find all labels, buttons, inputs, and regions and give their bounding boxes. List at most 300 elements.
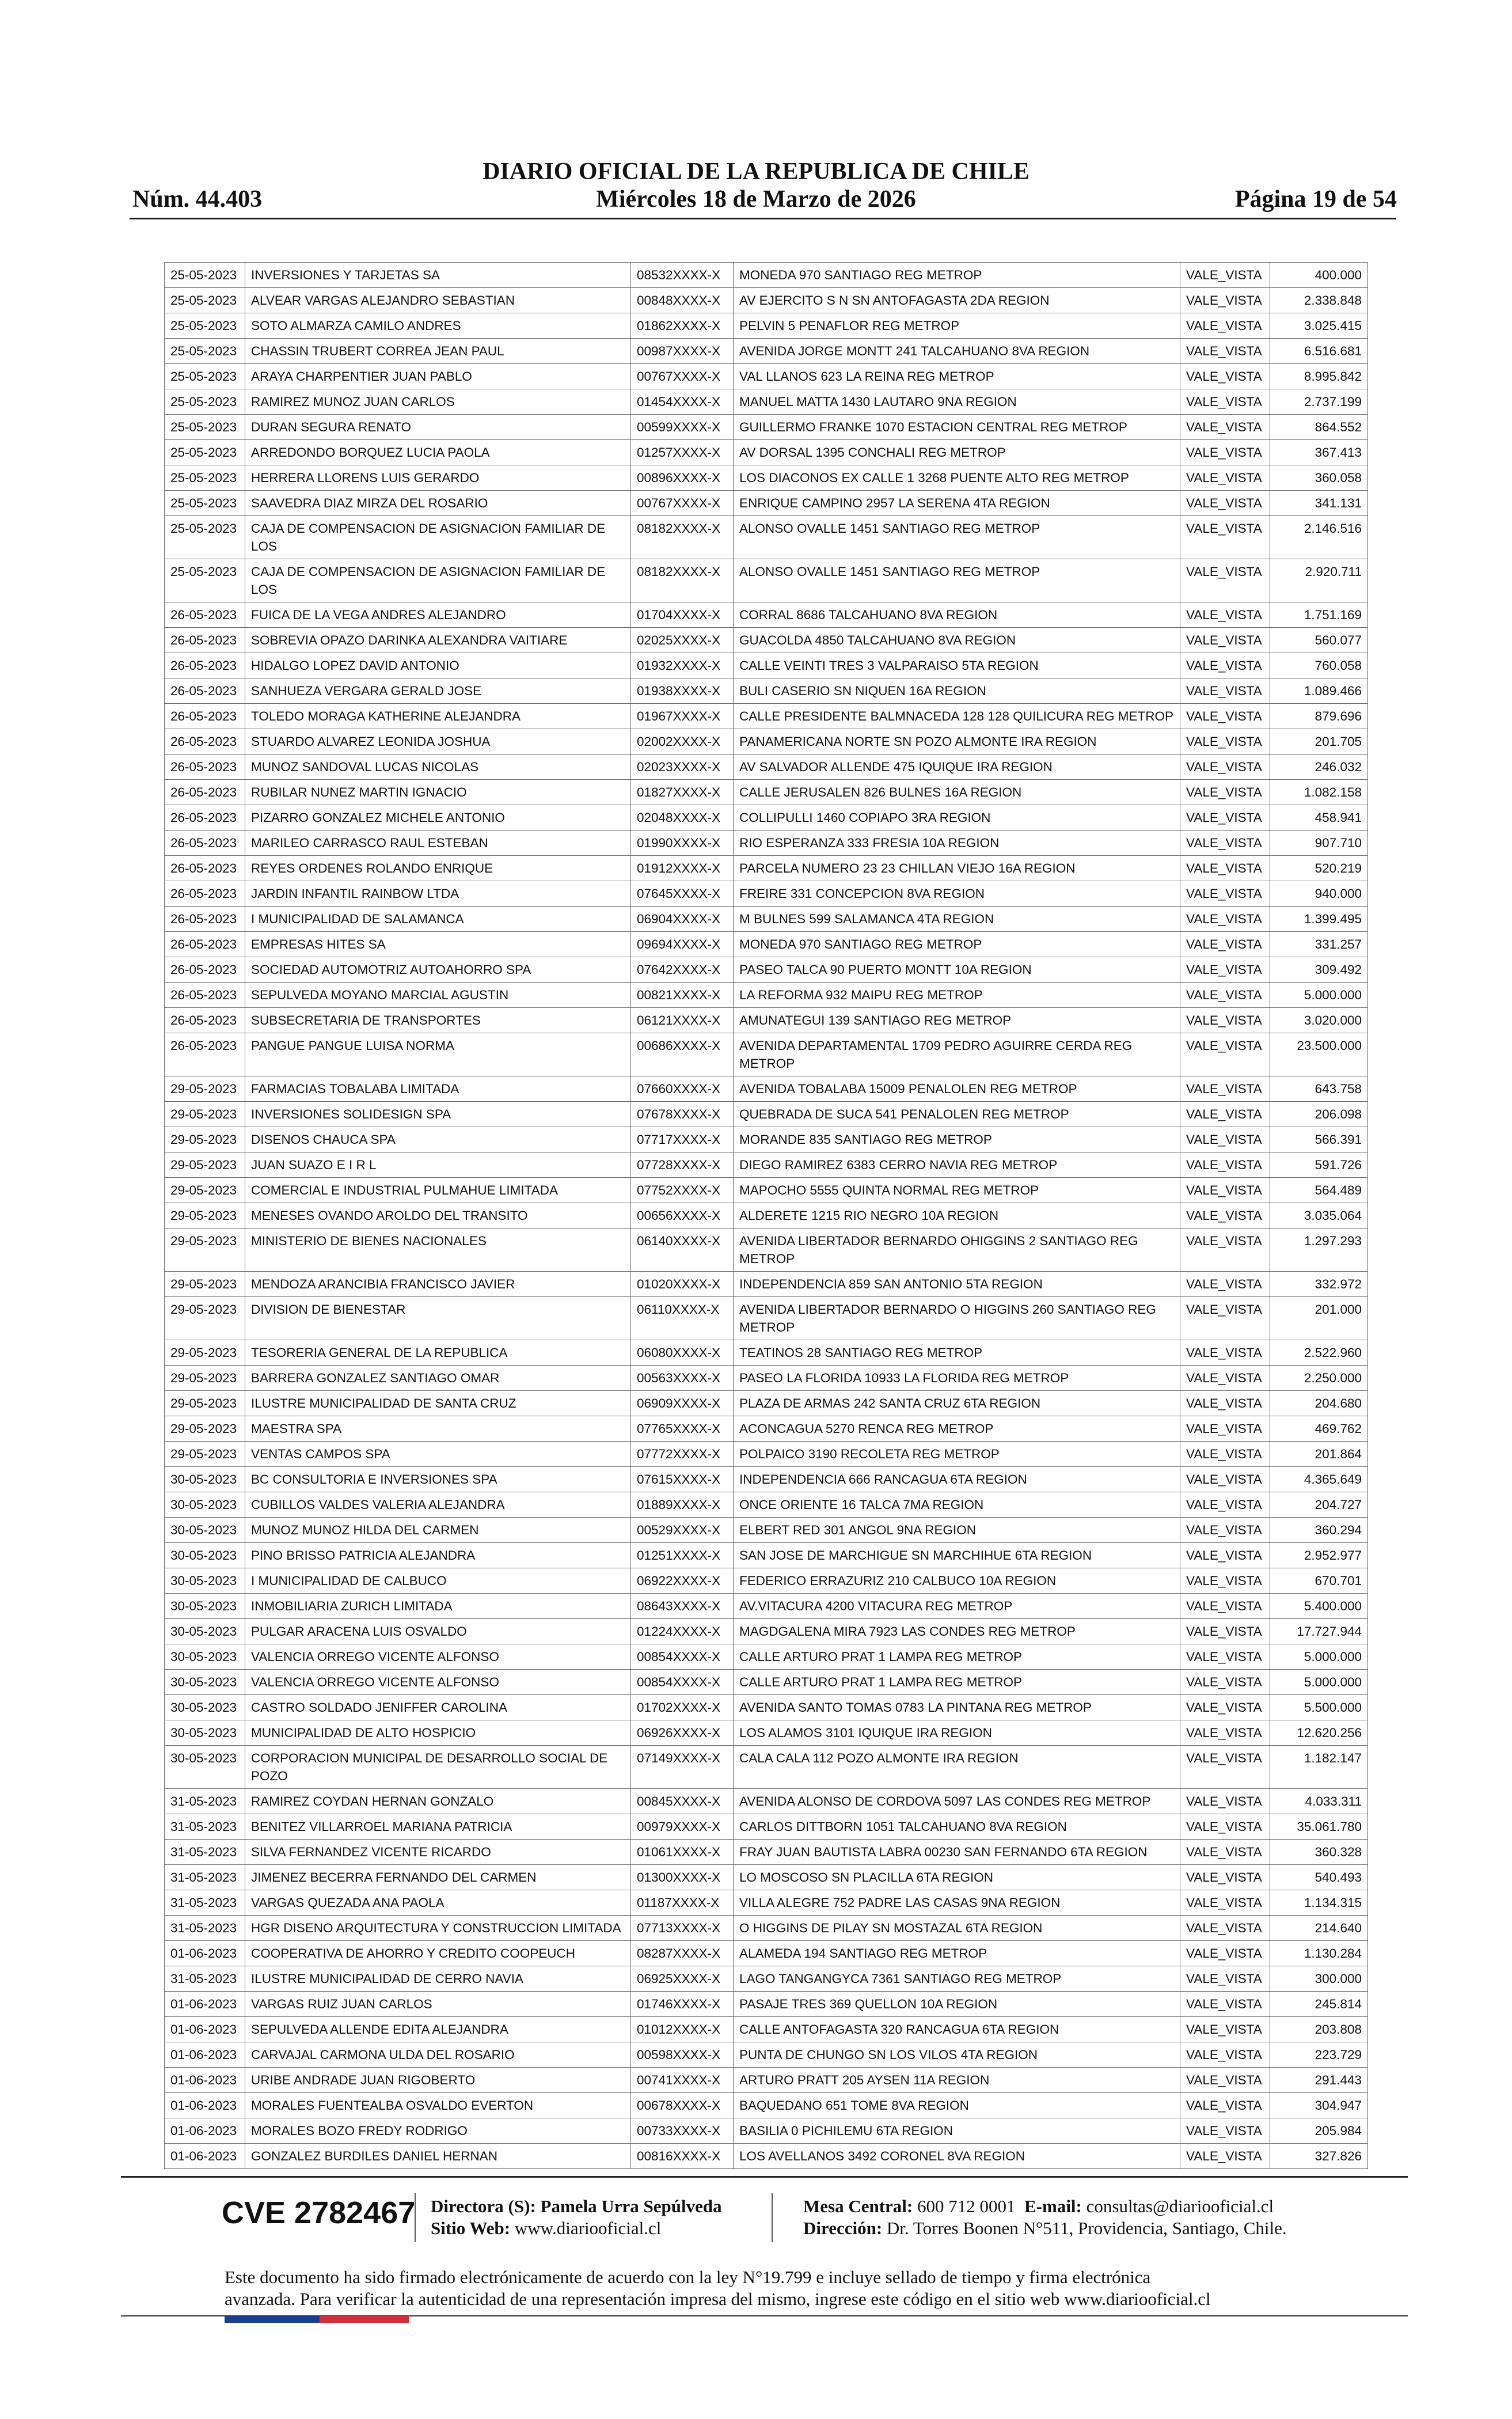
- table-row: [165, 805, 1368, 831]
- cell-name: URIBE ANDRADE JUAN RIGOBERTO: [245, 2068, 631, 2093]
- cell-amount: 300.000: [1270, 1966, 1368, 1992]
- cell-name: TOLEDO MORAGA KATHERINE ALEJANDRA: [245, 704, 631, 729]
- cell-name: ALVEAR VARGAS ALEJANDRO SEBASTIAN: [245, 288, 631, 313]
- cell-payment-type: VALE_VISTA: [1180, 1008, 1270, 1033]
- cell-address: MAPOCHO 5555 QUINTA NORMAL REG METROP: [734, 1178, 1180, 1203]
- table-row: [165, 440, 1368, 465]
- table-row: [165, 1695, 1368, 1720]
- cell-rut: 01912XXXX-X: [631, 856, 734, 881]
- cell-name: DISENOS CHAUCA SPA: [245, 1127, 631, 1152]
- cell-date: 26-05-2023: [165, 907, 245, 932]
- cell-amount: 5.000.000: [1270, 1644, 1368, 1670]
- table-row: [165, 1340, 1368, 1366]
- cell-name: JARDIN INFANTIL RAINBOW LTDA: [245, 881, 631, 907]
- cell-rut: 01932XXXX-X: [631, 653, 734, 678]
- cell-rut: 07765XXXX-X: [631, 1416, 734, 1442]
- table-row: [165, 415, 1368, 440]
- cell-name: PIZARRO GONZALEZ MICHELE ANTONIO: [245, 805, 631, 831]
- cell-payment-type: VALE_VISTA: [1180, 559, 1270, 602]
- cell-address: INDEPENDENCIA 859 SAN ANTONIO 5TA REGION: [734, 1272, 1180, 1297]
- table-row: [165, 1720, 1368, 1746]
- cell-amount: 205.984: [1270, 2118, 1368, 2144]
- cell-payment-type: VALE_VISTA: [1180, 1033, 1270, 1076]
- cell-address: AVENIDA LIBERTADOR BERNARDO O HIGGINS 260 SANTIAGO REG METROP: [734, 1297, 1180, 1340]
- table-row: [165, 313, 1368, 339]
- cell-name: MUNICIPALIDAD DE ALTO HOSPICIO: [245, 1720, 631, 1746]
- cell-amount: 23.500.000: [1270, 1033, 1368, 1076]
- table-row: [165, 1203, 1368, 1229]
- cell-amount: 360.058: [1270, 465, 1368, 491]
- page-indicator: Página 19 de 54: [1234, 186, 1397, 213]
- cell-date: 25-05-2023: [165, 415, 245, 440]
- cell-amount: 1.751.169: [1270, 602, 1368, 628]
- cell-address: AV EJERCITO S N SN ANTOFAGASTA 2DA REGION: [734, 288, 1180, 313]
- cell-name: SOTO ALMARZA CAMILO ANDRES: [245, 313, 631, 339]
- cell-rut: 07149XXXX-X: [631, 1746, 734, 1789]
- cell-name: RUBILAR NUNEZ MARTIN IGNACIO: [245, 780, 631, 805]
- cell-date: 29-05-2023: [165, 1203, 245, 1229]
- cell-name: INMOBILIARIA ZURICH LIMITADA: [245, 1594, 631, 1619]
- cell-name: CASTRO SOLDADO JENIFFER CAROLINA: [245, 1695, 631, 1720]
- cell-name: CUBILLOS VALDES VALERIA ALEJANDRA: [245, 1492, 631, 1518]
- table-row: [165, 2093, 1368, 2118]
- table-row: [165, 831, 1368, 856]
- cell-date: 29-05-2023: [165, 1076, 245, 1102]
- cell-address: ELBERT RED 301 ANGOL 9NA REGION: [734, 1518, 1180, 1543]
- cell-name: VARGAS QUEZADA ANA PAOLA: [245, 1890, 631, 1916]
- cell-date: 26-05-2023: [165, 678, 245, 704]
- cell-payment-type: VALE_VISTA: [1180, 1152, 1270, 1178]
- journal-title: DIARIO OFICIAL DE LA REPUBLICA DE CHILE: [483, 158, 1029, 185]
- cell-amount: 204.727: [1270, 1492, 1368, 1518]
- flag-stripe-red: [320, 2316, 409, 2323]
- cell-amount: 201.000: [1270, 1297, 1368, 1340]
- cell-date: 31-05-2023: [165, 1890, 245, 1916]
- cell-address: LOS ALAMOS 3101 IQUIQUE IRA REGION: [734, 1720, 1180, 1746]
- cell-payment-type: VALE_VISTA: [1180, 678, 1270, 704]
- cell-payment-type: VALE_VISTA: [1180, 1992, 1270, 2017]
- cell-amount: 17.727.944: [1270, 1619, 1368, 1644]
- cell-amount: 5.000.000: [1270, 983, 1368, 1008]
- cell-rut: 07772XXXX-X: [631, 1442, 734, 1467]
- cell-rut: 00767XXXX-X: [631, 491, 734, 516]
- cell-date: 31-05-2023: [165, 1916, 245, 1941]
- table-row: [165, 559, 1368, 602]
- cell-payment-type: VALE_VISTA: [1180, 1789, 1270, 1814]
- cell-payment-type: VALE_VISTA: [1180, 2144, 1270, 2169]
- cell-address: ALAMEDA 194 SANTIAGO REG METROP: [734, 1941, 1180, 1966]
- cell-payment-type: VALE_VISTA: [1180, 957, 1270, 983]
- cell-rut: 00979XXXX-X: [631, 1814, 734, 1840]
- cell-address: CALLE ARTURO PRAT 1 LAMPA REG METROP: [734, 1670, 1180, 1695]
- address-line: Dirección: Dr. Torres Boonen N°511, Providencia, Santiago, Chile.: [803, 2218, 1287, 2238]
- cell-name: MINISTERIO DE BIENES NACIONALES: [245, 1229, 631, 1272]
- table-row: [165, 288, 1368, 313]
- cell-address: ALONSO OVALLE 1451 SANTIAGO REG METROP: [734, 559, 1180, 602]
- cell-name: SEPULVEDA ALLENDE EDITA ALEJANDRA: [245, 2017, 631, 2042]
- cell-date: 26-05-2023: [165, 983, 245, 1008]
- cell-address: FEDERICO ERRAZURIZ 210 CALBUCO 10A REGION: [734, 1568, 1180, 1594]
- cell-payment-type: VALE_VISTA: [1180, 831, 1270, 856]
- records-table: [164, 262, 1368, 2169]
- cell-payment-type: VALE_VISTA: [1180, 1416, 1270, 1442]
- cell-rut: 08182XXXX-X: [631, 559, 734, 602]
- cell-payment-type: VALE_VISTA: [1180, 805, 1270, 831]
- cell-date: 01-06-2023: [165, 2068, 245, 2093]
- cell-rut: 07717XXXX-X: [631, 1127, 734, 1152]
- cell-address: POLPAICO 3190 RECOLETA REG METROP: [734, 1442, 1180, 1467]
- cell-address: LOS AVELLANOS 3492 CORONEL 8VA REGION: [734, 2144, 1180, 2169]
- cell-date: 29-05-2023: [165, 1152, 245, 1178]
- cell-rut: 01704XXXX-X: [631, 602, 734, 628]
- cell-date: 29-05-2023: [165, 1442, 245, 1467]
- cell-rut: 00896XXXX-X: [631, 465, 734, 491]
- table-row: [165, 1890, 1368, 1916]
- cell-name: DIVISION DE BIENESTAR: [245, 1297, 631, 1340]
- cell-name: SOBREVIA OPAZO DARINKA ALEXANDRA VAITIARE: [245, 628, 631, 653]
- cell-name: STUARDO ALVAREZ LEONIDA JOSHUA: [245, 729, 631, 754]
- cell-date: 25-05-2023: [165, 288, 245, 313]
- cell-date: 29-05-2023: [165, 1272, 245, 1297]
- cell-amount: 3.035.064: [1270, 1203, 1368, 1229]
- cell-payment-type: VALE_VISTA: [1180, 1203, 1270, 1229]
- cell-name: VENTAS CAMPOS SPA: [245, 1442, 631, 1467]
- cell-address: PELVIN 5 PENAFLOR REG METROP: [734, 313, 1180, 339]
- table-row: [165, 678, 1368, 704]
- cell-payment-type: VALE_VISTA: [1180, 1543, 1270, 1568]
- cell-date: 29-05-2023: [165, 1178, 245, 1203]
- cell-date: 25-05-2023: [165, 339, 245, 364]
- cell-amount: 291.443: [1270, 2068, 1368, 2093]
- cell-date: 25-05-2023: [165, 516, 245, 559]
- table-row: [165, 1966, 1368, 1992]
- table-row: [165, 1297, 1368, 1340]
- cell-name: BARRERA GONZALEZ SANTIAGO OMAR: [245, 1366, 631, 1391]
- cell-name: CARVAJAL CARMONA ULDA DEL ROSARIO: [245, 2042, 631, 2068]
- cell-rut: 01889XXXX-X: [631, 1492, 734, 1518]
- cell-payment-type: VALE_VISTA: [1180, 1619, 1270, 1644]
- cell-address: AV DORSAL 1395 CONCHALI REG METROP: [734, 440, 1180, 465]
- cell-amount: 879.696: [1270, 704, 1368, 729]
- cell-name: MAESTRA SPA: [245, 1416, 631, 1442]
- cell-rut: 01827XXXX-X: [631, 780, 734, 805]
- table-row: [165, 364, 1368, 389]
- cell-name: ARREDONDO BORQUEZ LUCIA PAOLA: [245, 440, 631, 465]
- cell-payment-type: VALE_VISTA: [1180, 1720, 1270, 1746]
- cell-name: MENDOZA ARANCIBIA FRANCISCO JAVIER: [245, 1272, 631, 1297]
- footer-separator: [415, 2193, 416, 2242]
- cell-rut: 08532XXXX-X: [631, 263, 734, 288]
- cell-amount: 760.058: [1270, 653, 1368, 678]
- cell-date: 01-06-2023: [165, 2093, 245, 2118]
- cell-date: 25-05-2023: [165, 364, 245, 389]
- cell-address: PASAJE TRES 369 QUELLON 10A REGION: [734, 1992, 1180, 2017]
- cell-amount: 331.257: [1270, 932, 1368, 957]
- cell-name: CAJA DE COMPENSACION DE ASIGNACION FAMILIAR DE LOS: [245, 516, 631, 559]
- cell-date: 26-05-2023: [165, 932, 245, 957]
- cell-amount: 564.489: [1270, 1178, 1368, 1203]
- cell-date: 01-06-2023: [165, 2042, 245, 2068]
- cell-date: 30-05-2023: [165, 1720, 245, 1746]
- footer-separator: [772, 2193, 773, 2242]
- cell-payment-type: VALE_VISTA: [1180, 1467, 1270, 1492]
- cell-address: CALA CALA 112 POZO ALMONTE IRA REGION: [734, 1746, 1180, 1789]
- cell-amount: 458.941: [1270, 805, 1368, 831]
- cell-date: 25-05-2023: [165, 559, 245, 602]
- table-row: [165, 704, 1368, 729]
- cell-payment-type: VALE_VISTA: [1180, 881, 1270, 907]
- cell-date: 30-05-2023: [165, 1568, 245, 1594]
- cell-name: MORALES BOZO FREDY RODRIGO: [245, 2118, 631, 2144]
- cell-payment-type: VALE_VISTA: [1180, 780, 1270, 805]
- cell-address: CALLE VEINTI TRES 3 VALPARAISO 5TA REGION: [734, 653, 1180, 678]
- cell-rut: 00656XXXX-X: [631, 1203, 734, 1229]
- cell-address: AVENIDA DEPARTAMENTAL 1709 PEDRO AGUIRRE CERDA REG METROP: [734, 1033, 1180, 1076]
- cell-rut: 07615XXXX-X: [631, 1467, 734, 1492]
- cell-payment-type: VALE_VISTA: [1180, 653, 1270, 678]
- issue-date: Miércoles 18 de Marzo de 2026: [596, 186, 916, 213]
- cell-name: MUNOZ SANDOVAL LUCAS NICOLAS: [245, 754, 631, 780]
- cell-rut: 07645XXXX-X: [631, 881, 734, 907]
- cell-rut: 06080XXXX-X: [631, 1340, 734, 1366]
- cell-address: DIEGO RAMIREZ 6383 CERRO NAVIA REG METROP: [734, 1152, 1180, 1178]
- cell-date: 30-05-2023: [165, 1594, 245, 1619]
- cell-payment-type: VALE_VISTA: [1180, 440, 1270, 465]
- cell-address: LO MOSCOSO SN PLACILLA 6TA REGION: [734, 1865, 1180, 1890]
- cell-payment-type: VALE_VISTA: [1180, 1366, 1270, 1391]
- cell-address: ALONSO OVALLE 1451 SANTIAGO REG METROP: [734, 516, 1180, 559]
- cell-rut: 00767XXXX-X: [631, 364, 734, 389]
- cell-payment-type: VALE_VISTA: [1180, 339, 1270, 364]
- cell-payment-type: VALE_VISTA: [1180, 1492, 1270, 1518]
- table-row: [165, 263, 1368, 288]
- cell-name: VARGAS RUIZ JUAN CARLOS: [245, 1992, 631, 2017]
- table-row: [165, 1102, 1368, 1127]
- cell-date: 25-05-2023: [165, 263, 245, 288]
- cell-date: 29-05-2023: [165, 1391, 245, 1416]
- cell-rut: 01702XXXX-X: [631, 1695, 734, 1720]
- cell-amount: 223.729: [1270, 2042, 1368, 2068]
- cell-payment-type: VALE_VISTA: [1180, 1391, 1270, 1416]
- cell-rut: 01224XXXX-X: [631, 1619, 734, 1644]
- cve-code: CVE 2782467: [222, 2196, 416, 2230]
- cell-payment-type: VALE_VISTA: [1180, 2042, 1270, 2068]
- cell-payment-type: VALE_VISTA: [1180, 313, 1270, 339]
- cell-address: ONCE ORIENTE 16 TALCA 7MA REGION: [734, 1492, 1180, 1518]
- website-line: Sitio Web: www.diariooficial.cl: [431, 2218, 662, 2238]
- cell-name: SAAVEDRA DIAZ MIRZA DEL ROSARIO: [245, 491, 631, 516]
- cell-date: 01-06-2023: [165, 2144, 245, 2169]
- cell-address: AVENIDA ALONSO DE CORDOVA 5097 LAS CONDES REG METROP: [734, 1789, 1180, 1814]
- cell-payment-type: VALE_VISTA: [1180, 1340, 1270, 1366]
- website-link[interactable]: www.diariooficial.cl: [514, 2218, 662, 2238]
- cell-rut: 00678XXXX-X: [631, 2093, 734, 2118]
- cell-address: INDEPENDENCIA 666 RANCAGUA 6TA REGION: [734, 1467, 1180, 1492]
- table-row: [165, 465, 1368, 491]
- cell-amount: 5.500.000: [1270, 1695, 1368, 1720]
- cell-payment-type: VALE_VISTA: [1180, 1890, 1270, 1916]
- cell-address: CALLE PRESIDENTE BALMNACEDA 128 128 QUILICURA REG METROP: [734, 704, 1180, 729]
- cell-payment-type: VALE_VISTA: [1180, 1272, 1270, 1297]
- table-row: [165, 1840, 1368, 1865]
- cell-payment-type: VALE_VISTA: [1180, 465, 1270, 491]
- cell-name: MUNOZ MUNOZ HILDA DEL CARMEN: [245, 1518, 631, 1543]
- cell-amount: 469.762: [1270, 1416, 1368, 1442]
- flag-stripe-blue: [225, 2316, 320, 2323]
- table-row: [165, 653, 1368, 678]
- cell-name: FARMACIAS TOBALABA LIMITADA: [245, 1076, 631, 1102]
- cell-name: RAMIREZ COYDAN HERNAN GONZALO: [245, 1789, 631, 1814]
- cell-amount: 2.920.711: [1270, 559, 1368, 602]
- cell-payment-type: VALE_VISTA: [1180, 263, 1270, 288]
- cell-name: JUAN SUAZO E I R L: [245, 1152, 631, 1178]
- table-row: [165, 881, 1368, 907]
- cell-payment-type: VALE_VISTA: [1180, 516, 1270, 559]
- cell-amount: 360.328: [1270, 1840, 1368, 1865]
- cell-rut: 06904XXXX-X: [631, 907, 734, 932]
- cell-rut: 07660XXXX-X: [631, 1076, 734, 1102]
- cell-rut: 06110XXXX-X: [631, 1297, 734, 1340]
- cell-date: 26-05-2023: [165, 729, 245, 754]
- cell-amount: 2.952.977: [1270, 1543, 1368, 1568]
- table-row: [165, 1992, 1368, 2017]
- cell-payment-type: VALE_VISTA: [1180, 1670, 1270, 1695]
- cell-amount: 2.338.848: [1270, 288, 1368, 313]
- cell-date: 30-05-2023: [165, 1644, 245, 1670]
- cell-payment-type: VALE_VISTA: [1180, 1916, 1270, 1941]
- cell-amount: 6.516.681: [1270, 339, 1368, 364]
- cell-payment-type: VALE_VISTA: [1180, 364, 1270, 389]
- cell-address: LA REFORMA 932 MAIPU REG METROP: [734, 983, 1180, 1008]
- cell-amount: 566.391: [1270, 1127, 1368, 1152]
- cell-amount: 3.025.415: [1270, 313, 1368, 339]
- cell-name: JIMENEZ BECERRA FERNANDO DEL CARMEN: [245, 1865, 631, 1890]
- cell-address: PASEO LA FLORIDA 10933 LA FLORIDA REG METROP: [734, 1366, 1180, 1391]
- table-row: [165, 729, 1368, 754]
- cell-rut: 00599XXXX-X: [631, 415, 734, 440]
- table-row: [165, 1543, 1368, 1568]
- cell-date: 26-05-2023: [165, 805, 245, 831]
- cell-rut: 09694XXXX-X: [631, 932, 734, 957]
- cell-address: CORRAL 8686 TALCAHUANO 8VA REGION: [734, 602, 1180, 628]
- cell-name: MORALES FUENTEALBA OSVALDO EVERTON: [245, 2093, 631, 2118]
- cell-name: EMPRESAS HITES SA: [245, 932, 631, 957]
- table-row: [165, 754, 1368, 780]
- table-row: [165, 1127, 1368, 1152]
- cell-address: BULI CASERIO SN NIQUEN 16A REGION: [734, 678, 1180, 704]
- cell-name: PANGUE PANGUE LUISA NORMA: [245, 1033, 631, 1076]
- cell-rut: 01967XXXX-X: [631, 704, 734, 729]
- cell-amount: 591.726: [1270, 1152, 1368, 1178]
- cell-address: O HIGGINS DE PILAY SN MOSTAZAL 6TA REGION: [734, 1916, 1180, 1941]
- cell-rut: 00598XXXX-X: [631, 2042, 734, 2068]
- cell-address: ALDERETE 1215 RIO NEGRO 10A REGION: [734, 1203, 1180, 1229]
- table-row: [165, 516, 1368, 559]
- cell-amount: 8.995.842: [1270, 364, 1368, 389]
- cell-amount: 560.077: [1270, 628, 1368, 653]
- cell-date: 29-05-2023: [165, 1127, 245, 1152]
- table-row: [165, 1076, 1368, 1102]
- cell-address: MONEDA 970 SANTIAGO REG METROP: [734, 263, 1180, 288]
- cell-date: 25-05-2023: [165, 313, 245, 339]
- cell-payment-type: VALE_VISTA: [1180, 704, 1270, 729]
- cell-payment-type: VALE_VISTA: [1180, 1178, 1270, 1203]
- cell-name: CORPORACION MUNICIPAL DE DESARROLLO SOCIAL DE POZO: [245, 1746, 631, 1789]
- cell-amount: 520.219: [1270, 856, 1368, 881]
- cell-rut: 01300XXXX-X: [631, 1865, 734, 1890]
- cell-date: 01-06-2023: [165, 1941, 245, 1966]
- cell-name: I MUNICIPALIDAD DE SALAMANCA: [245, 907, 631, 932]
- cell-rut: 00854XXXX-X: [631, 1670, 734, 1695]
- cell-date: 26-05-2023: [165, 754, 245, 780]
- cell-amount: 304.947: [1270, 2093, 1368, 2118]
- cell-address: M BULNES 599 SALAMANCA 4TA REGION: [734, 907, 1180, 932]
- cell-amount: 670.701: [1270, 1568, 1368, 1594]
- cell-address: CALLE ANTOFAGASTA 320 RANCAGUA 6TA REGION: [734, 2017, 1180, 2042]
- table-row: [165, 1670, 1368, 1695]
- cell-address: MORANDE 835 SANTIAGO REG METROP: [734, 1127, 1180, 1152]
- cell-amount: 203.808: [1270, 2017, 1368, 2042]
- cell-amount: 332.972: [1270, 1272, 1368, 1297]
- cell-address: COLLIPULLI 1460 COPIAPO 3RA REGION: [734, 805, 1180, 831]
- cell-address: GUACOLDA 4850 TALCAHUANO 8VA REGION: [734, 628, 1180, 653]
- cell-payment-type: VALE_VISTA: [1180, 1941, 1270, 1966]
- cell-payment-type: VALE_VISTA: [1180, 1518, 1270, 1543]
- cell-rut: 07752XXXX-X: [631, 1178, 734, 1203]
- table-row: [165, 491, 1368, 516]
- cell-payment-type: VALE_VISTA: [1180, 754, 1270, 780]
- cell-payment-type: VALE_VISTA: [1180, 1076, 1270, 1102]
- cell-name: RAMIREZ MUNOZ JUAN CARLOS: [245, 389, 631, 415]
- cell-rut: 01061XXXX-X: [631, 1840, 734, 1865]
- cell-amount: 4.033.311: [1270, 1789, 1368, 1814]
- cell-address: AV.VITACURA 4200 VITACURA REG METROP: [734, 1594, 1180, 1619]
- cell-date: 26-05-2023: [165, 856, 245, 881]
- table-row: [165, 983, 1368, 1008]
- cell-payment-type: VALE_VISTA: [1180, 415, 1270, 440]
- table-row: [165, 1178, 1368, 1203]
- cell-name: REYES ORDENES ROLANDO ENRIQUE: [245, 856, 631, 881]
- cell-amount: 5.000.000: [1270, 1670, 1368, 1695]
- cell-name: CHASSIN TRUBERT CORREA JEAN PAUL: [245, 339, 631, 364]
- cell-date: 26-05-2023: [165, 881, 245, 907]
- cell-payment-type: VALE_VISTA: [1180, 932, 1270, 957]
- email-link[interactable]: consultas@diariooficial.cl: [1086, 2196, 1274, 2216]
- cell-date: 31-05-2023: [165, 1814, 245, 1840]
- table-row: [165, 957, 1368, 983]
- cell-date: 26-05-2023: [165, 957, 245, 983]
- cell-name: VALENCIA ORREGO VICENTE ALFONSO: [245, 1670, 631, 1695]
- cell-payment-type: VALE_VISTA: [1180, 1127, 1270, 1152]
- table-row: [165, 1789, 1368, 1814]
- cell-amount: 2.737.199: [1270, 389, 1368, 415]
- cell-payment-type: VALE_VISTA: [1180, 602, 1270, 628]
- cell-name: HIDALGO LOPEZ DAVID ANTONIO: [245, 653, 631, 678]
- cell-rut: 08287XXXX-X: [631, 1941, 734, 1966]
- cell-amount: 940.000: [1270, 881, 1368, 907]
- cell-payment-type: VALE_VISTA: [1180, 288, 1270, 313]
- table-row: [165, 1366, 1368, 1391]
- cell-name: SUBSECRETARIA DE TRANSPORTES: [245, 1008, 631, 1033]
- table-row: [165, 2017, 1368, 2042]
- cell-amount: 1.134.315: [1270, 1890, 1368, 1916]
- cell-date: 26-05-2023: [165, 780, 245, 805]
- cell-amount: 309.492: [1270, 957, 1368, 983]
- cell-payment-type: VALE_VISTA: [1180, 1102, 1270, 1127]
- cell-address: ENRIQUE CAMPINO 2957 LA SERENA 4TA REGION: [734, 491, 1180, 516]
- cell-date: 26-05-2023: [165, 704, 245, 729]
- records-body: [165, 263, 1368, 2169]
